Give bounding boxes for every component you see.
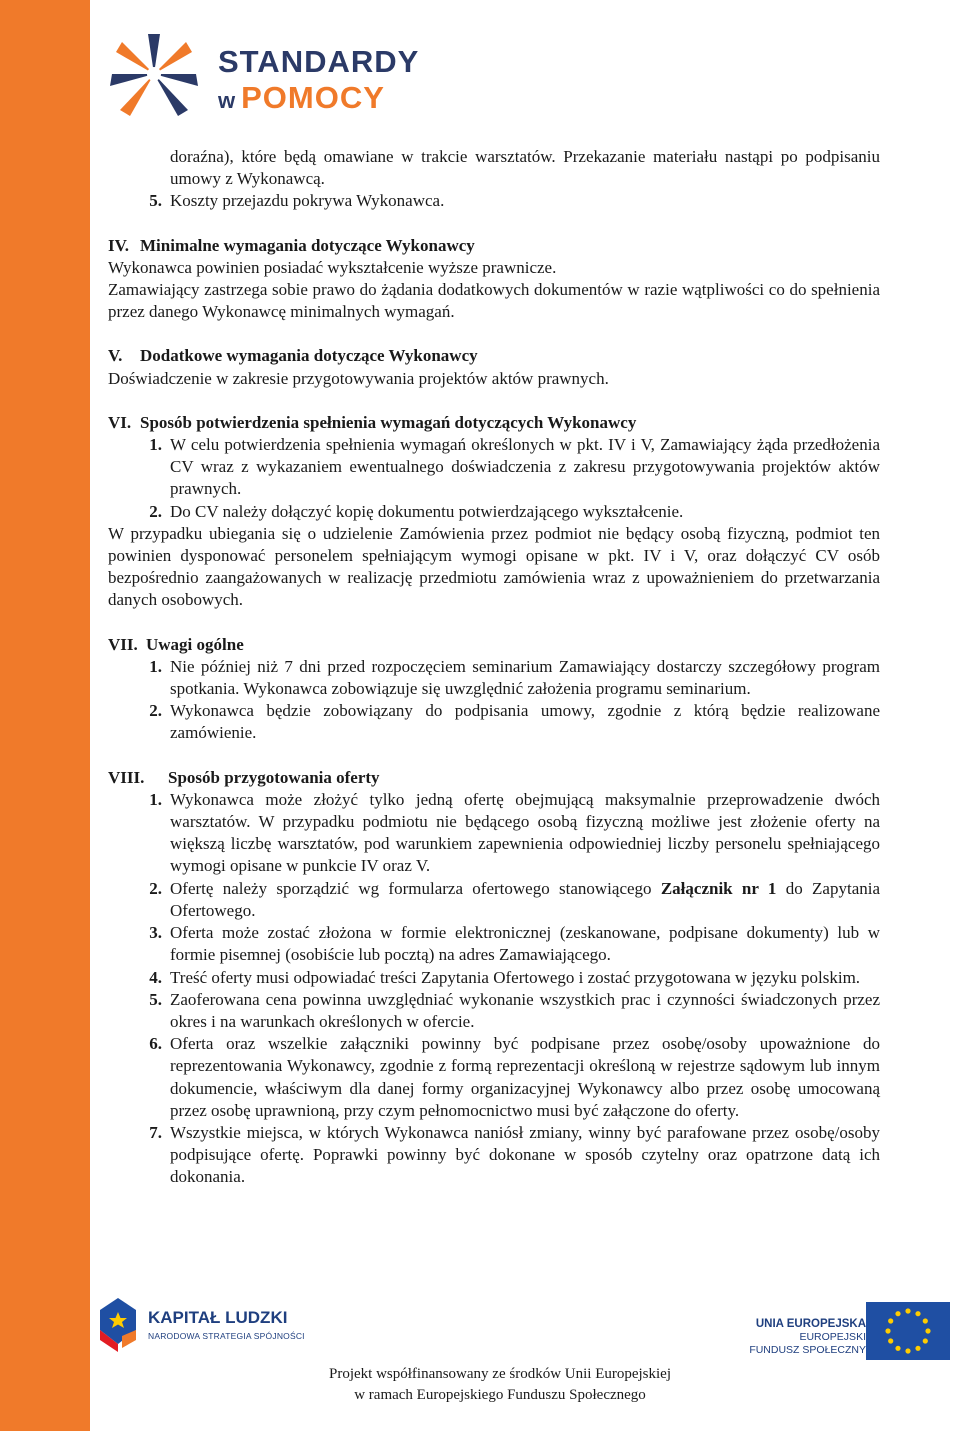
cofinancing-note-line1: Projekt współfinansowany ze środków Unii Europejskiej: [328, 1366, 672, 1382]
list-text: Oferta może zostać złożona w formie elektronicznej (zeskanowane, podpisane dokumenty) lub w formie pisemnej (osobiście lub pocztą) na adres Zamawiającego.: [170, 923, 880, 965]
kapital-ludzki-subtitle: NARODOWA STRATEGIA SPÓJNOŚCI: [148, 1331, 305, 1341]
cofinancing-note-line2: w ramach Europejskiego Funduszu Społecznego: [354, 1387, 646, 1403]
list-item: [108, 434, 880, 501]
orange-side-bar: [0, 0, 90, 1431]
section-number: VIII.: [108, 767, 145, 787]
section-number: VI.: [108, 412, 132, 432]
standardy-logo: [104, 30, 420, 120]
list-text: Wykonawca może złożyć tylko jedną ofertę obejmującą maksymalnie przeprowadzenie dwóch warsztatów. W przypadku podmiotu nie będącego osobą fizyczną możliwe jest złożenie oferty na większą liczbę warsztatów, pod warunkiem zapewnienia odpowiedniej liczby personelu spełniającego wymogi opisane w punkcie IV oraz V.: [170, 789, 880, 876]
logo-text-standardy: STANDARDY: [218, 44, 420, 79]
list-number: 1.: [149, 789, 162, 809]
section-number: VII.: [108, 634, 138, 654]
eu-fund-label-2: FUNDUSZ SPOŁECZNY: [749, 1344, 866, 1356]
list-text: Treść oferty musi odpowiadać treści Zapytania Ofertowego i zostać przygotowana w języku polskim.: [170, 967, 861, 987]
eu-fund-label-1: EUROPEJSKI: [799, 1331, 866, 1343]
list-number: 2.: [149, 501, 162, 521]
list-number: 2.: [149, 878, 162, 898]
section-title: Dodatkowe wymagania dotyczące Wykonawcy: [140, 346, 478, 366]
list-text: Koszty przejazdu pokrywa Wykonawca.: [170, 191, 445, 211]
list-text: Wszystkie miejsca, w których Wykonawca naniósł zmiany, winny być parafowane przez osobę/osoby podpisujące ofertę. Poprawki powinny być dokonane w sposób czytelny oraz opatrzone datą ich dokonania.: [170, 1122, 880, 1187]
list-number: 7.: [149, 1122, 162, 1142]
paragraph: Wykonawca powinien posiadać wykształcenie wyższe prawnicze.: [108, 257, 557, 277]
paragraph: Doświadczenie w zakresie przygotowywania projektów aktów prawnych.: [108, 368, 609, 388]
list-item: [108, 989, 880, 1033]
continuation-paragraph: doraźna), które będą omawiane w trakcie warsztatów. Przekazanie materiału nastąpi po podpisaniu umowy z Wykonawcą.: [170, 147, 880, 189]
section-number: V.: [108, 346, 123, 366]
list-number: 6.: [149, 1034, 162, 1054]
paragraph: Zamawiający zastrzega sobie prawo do żądania dodatkowych dokumentów w razie wątpliwości co do spełnienia przez danego Wykonawcę minimalnych wymagań.: [108, 280, 880, 322]
star-burst-icon: [104, 30, 204, 120]
list-text: Do CV należy dołączyć kopię dokumentu potwierdzającego wykształcenie.: [170, 501, 684, 521]
cofinancing-note: [230, 1364, 770, 1406]
list-item: [108, 967, 880, 989]
list-number: 5.: [149, 989, 162, 1009]
logo-text-pomocy: [218, 82, 385, 117]
list-text-part: do Zapytania Ofertowego.: [170, 878, 881, 920]
section-heading-v: [108, 345, 880, 367]
list-item: [108, 501, 880, 523]
list-text: Wykonawca będzie zobowiązany do podpisania umowy, zgodnie z którą będzie realizowane zamówienie.: [170, 701, 880, 743]
list-number: 3.: [149, 923, 162, 943]
eu-flag-icon: [866, 1302, 950, 1360]
list-text-part: Ofertę należy sporządzić wg formularza ofertowego stanowiącego: [170, 878, 661, 898]
section-title: Uwagi ogólne: [146, 634, 244, 654]
kapital-ludzki-title: KAPITAŁ LUDZKI: [148, 1308, 288, 1327]
list-number: 2.: [149, 701, 162, 721]
section-title: Sposób potwierdzenia spełnienia wymagań dotyczących Wykonawcy: [140, 412, 637, 432]
kapital-ludzki-flag-icon: [96, 1296, 142, 1352]
section-heading-vi: [108, 412, 880, 434]
list-item: [108, 656, 880, 700]
section-title: Sposób przygotowania oferty: [168, 767, 380, 787]
section-heading-viii: [108, 767, 880, 789]
list-item: [108, 922, 880, 966]
list-item: [108, 190, 880, 212]
list-item: [108, 700, 880, 744]
kapital-ludzki-logo: [96, 1296, 316, 1356]
list-number: 4.: [149, 967, 162, 987]
list-number: 1.: [149, 435, 162, 455]
list-text: [170, 878, 880, 922]
list-item: [108, 1033, 880, 1122]
list-item: [108, 878, 880, 922]
list-text: Zaoferowana cena powinna uwzględniać wykonanie wszystkich prac i czynności świadczonych przez okres i na warunkach określonych w ofercie.: [170, 989, 880, 1031]
section-number: IV.: [108, 235, 129, 255]
eu-text-block: [718, 1318, 866, 1357]
list-number: 5.: [149, 191, 162, 211]
list-item: [108, 789, 880, 878]
attachment-reference: Załącznik nr 1: [660, 878, 777, 898]
eu-union-label: UNIA EUROPEJSKA: [755, 1318, 866, 1330]
document-body: [108, 146, 880, 1189]
list-text: Nie później niż 7 dni przed rozpoczęciem seminarium Zamawiający dostarczy szczegółowy program spotkania. Wykonawca zobowiązuje się uwzględnić założenia programu seminarium.: [170, 656, 880, 699]
list-text: W celu potwierdzenia spełnienia wymagań określonych w pkt. IV i V, Zamawiający żąda przedłożenia CV wraz z wykazaniem ewentualnego doświadczenia z zakresu przygotowywania projektów aktów prawnych.: [170, 435, 880, 499]
section-heading-vii: [108, 634, 880, 656]
list-text: Oferta oraz wszelkie załączniki powinny być podpisane przez osobę/osoby upoważnione do reprezentowania Wykonawcy, zgodnie z formą reprezentacji określoną w rejestrze sądowym lub innym dokumencie, właściwym dla danej formy organizacyjnej Wykonawcy albo przez osobę umocowaną przez osobę uprawnioną, przy czym pełnomocnictwo musi być załączone do oferty.: [170, 1034, 880, 1120]
section-heading-iv: [108, 235, 880, 257]
section-title: Minimalne wymagania dotyczące Wykonawcy: [140, 235, 475, 255]
list-item: [108, 1122, 880, 1189]
logo-text-w: w: [218, 88, 236, 113]
list-number: 1.: [149, 656, 162, 676]
logo-text-pomocy-word: POMOCY: [241, 80, 385, 115]
paragraph: W przypadku ubiegania się o udzielenie Zamówienia przez podmiot nie będący osobą fizyczną, podmiot ten powinien dysponować personelem spełniającym wymogi opisane w pkt. IV i V, oraz dołączyć CV osób bezpośrednio zaangażowanych w realizację przedmiotu zamówienia wraz z upoważnieniem do przetwarzania danych osobowych.: [108, 523, 880, 610]
